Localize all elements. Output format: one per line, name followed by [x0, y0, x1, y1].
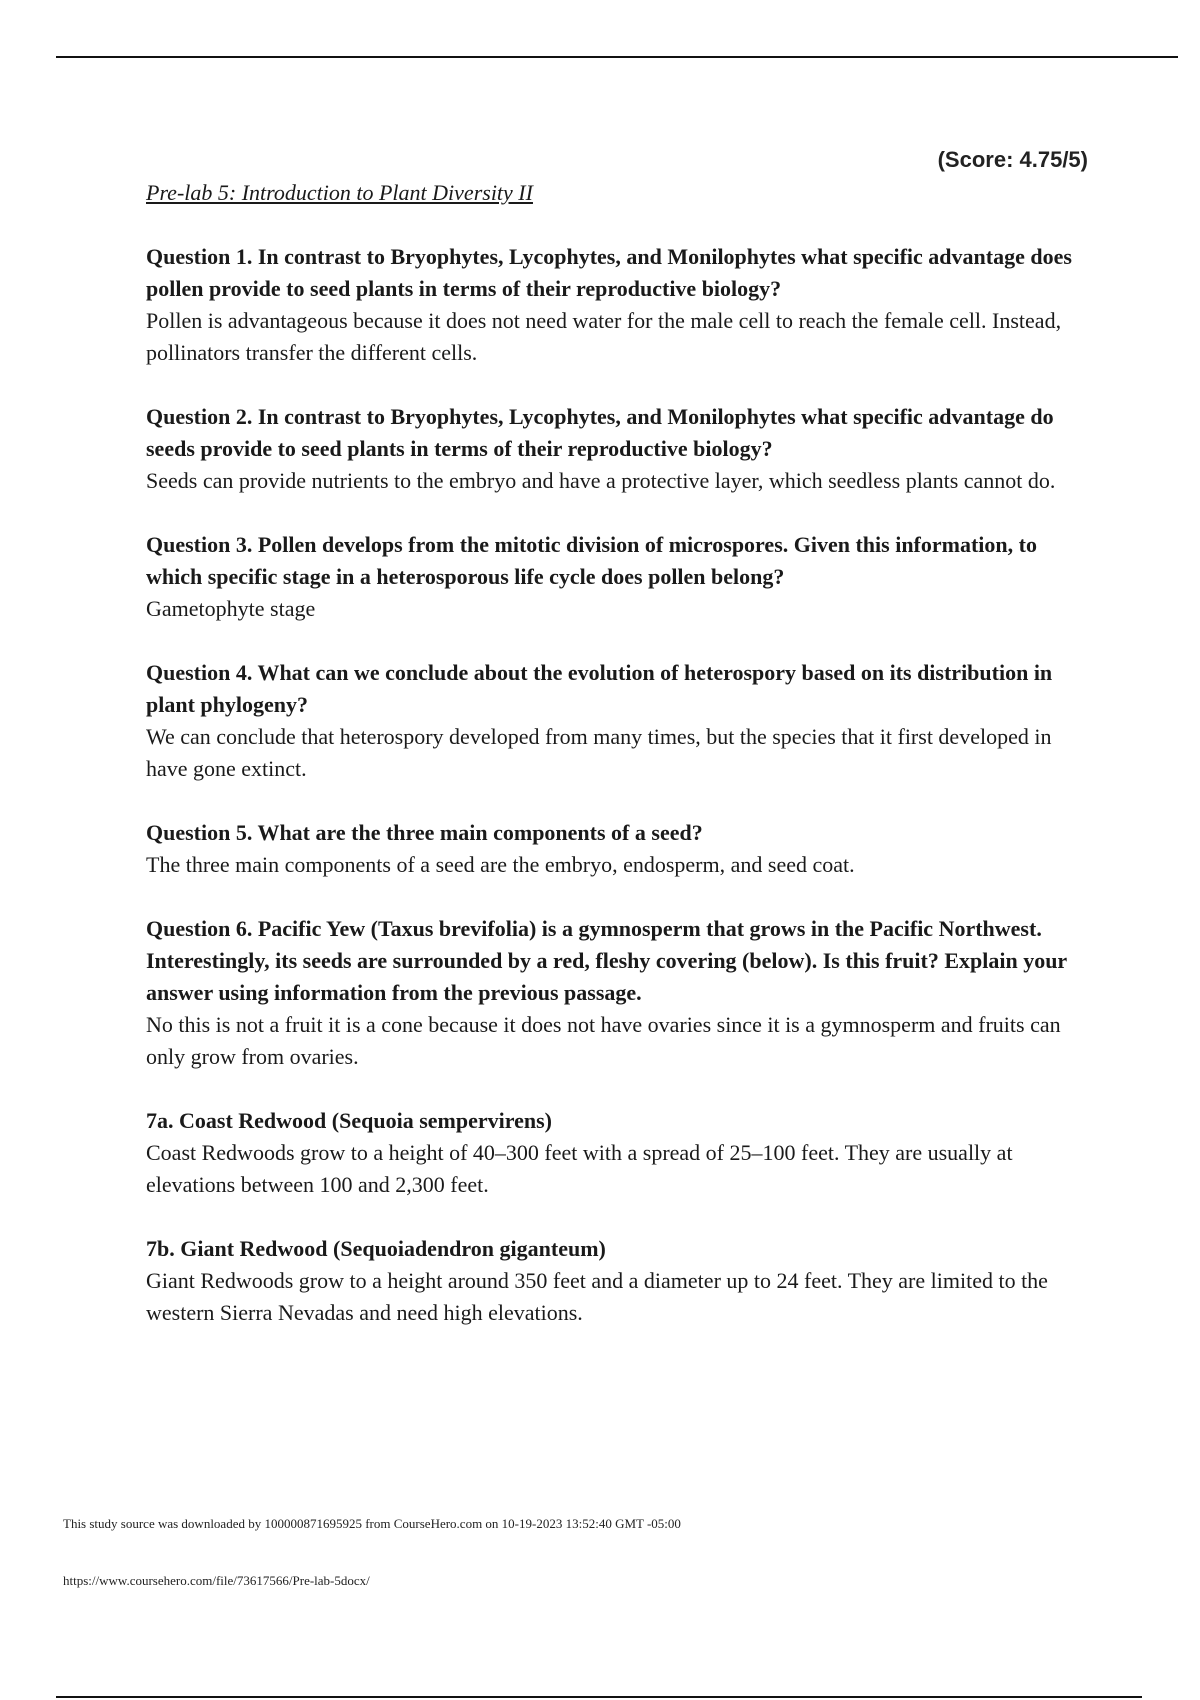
answer-text: Giant Redwoods grow to a height around 350 feet and a diameter up to 24 feet. They are limited to the western Sierra Nevadas and need high elevations. — [146, 1268, 1048, 1325]
page-title: Pre-lab 5: Introduction to Plant Diversity II — [146, 180, 533, 205]
question-text: 7b. Giant Redwood (Sequoiadendron giganteum) — [146, 1236, 606, 1261]
question-block-6 — [146, 913, 1090, 1073]
question-text: Question 6. Pacific Yew (Taxus brevifolia) is a gymnosperm that grows in the Pacific Northwest. Interestingly, its seeds are surrounded by a red, fleshy covering (below). Is this fruit? Explain your answer using information from the previous passage. — [146, 916, 1067, 1005]
question-text: Question 3. Pollen develops from the mitotic division of microspores. Given this information, to which specific stage in a heterosporous life cycle does pollen belong? — [146, 532, 1037, 589]
score-label: (Score: 4.75/5) — [937, 147, 1088, 172]
question-text: Question 1. In contrast to Bryophytes, Lycophytes, and Monilophytes what specific advantage does pollen provide to seed plants in terms of their reproductive biology? — [146, 244, 1072, 301]
question-text: 7a. Coast Redwood (Sequoia sempervirens) — [146, 1108, 552, 1133]
bottom-rule — [56, 1696, 1142, 1698]
question-block-7b — [146, 1233, 1090, 1329]
question-text: Question 2. In contrast to Bryophytes, Lycophytes, and Monilophytes what specific advantage do seeds provide to seed plants in terms of their reproductive biology? — [146, 404, 1054, 461]
question-block-3 — [146, 529, 1090, 625]
answer-text: No this is not a fruit it is a cone because it does not have ovaries since it is a gymnosperm and fruits can only grow from ovaries. — [146, 1012, 1061, 1069]
question-block-2 — [146, 401, 1090, 497]
answer-text: Pollen is advantageous because it does not need water for the male cell to reach the female cell. Instead, pollinators transfer the different cells. — [146, 308, 1062, 365]
top-rule — [56, 56, 1178, 58]
question-text: Question 4. What can we conclude about the evolution of heterospory based on its distribution in plant phylogeny? — [146, 660, 1053, 717]
document-body — [146, 177, 1090, 1329]
answer-text: The three main components of a seed are the embryo, endosperm, and seed coat. — [146, 852, 855, 877]
question-block-1 — [146, 241, 1090, 369]
answer-text: We can conclude that heterospory developed from many times, but the species that it first developed in have gone extinct. — [146, 724, 1052, 781]
answer-text: Coast Redwoods grow to a height of 40–300 feet with a spread of 25–100 feet. They are usually at elevations between 100 and 2,300 feet. — [146, 1140, 1013, 1197]
answer-text: Seeds can provide nutrients to the embryo and have a protective layer, which seedless plants cannot do. — [146, 468, 1056, 493]
question-block-7a — [146, 1105, 1090, 1201]
question-block-5 — [146, 817, 1090, 881]
footer-source-text: This study source was downloaded by 100000871695925 from CourseHero.com on 10-19-2023 13:52:40 GMT -05:00 — [63, 1516, 681, 1531]
answer-text: Gametophyte stage — [146, 596, 316, 621]
question-block-4 — [146, 657, 1090, 785]
footer-url-link[interactable]: https://www.coursehero.com/file/73617566/Pre-lab-5docx/ — [63, 1573, 370, 1588]
question-text: Question 5. What are the three main components of a seed? — [146, 820, 703, 845]
